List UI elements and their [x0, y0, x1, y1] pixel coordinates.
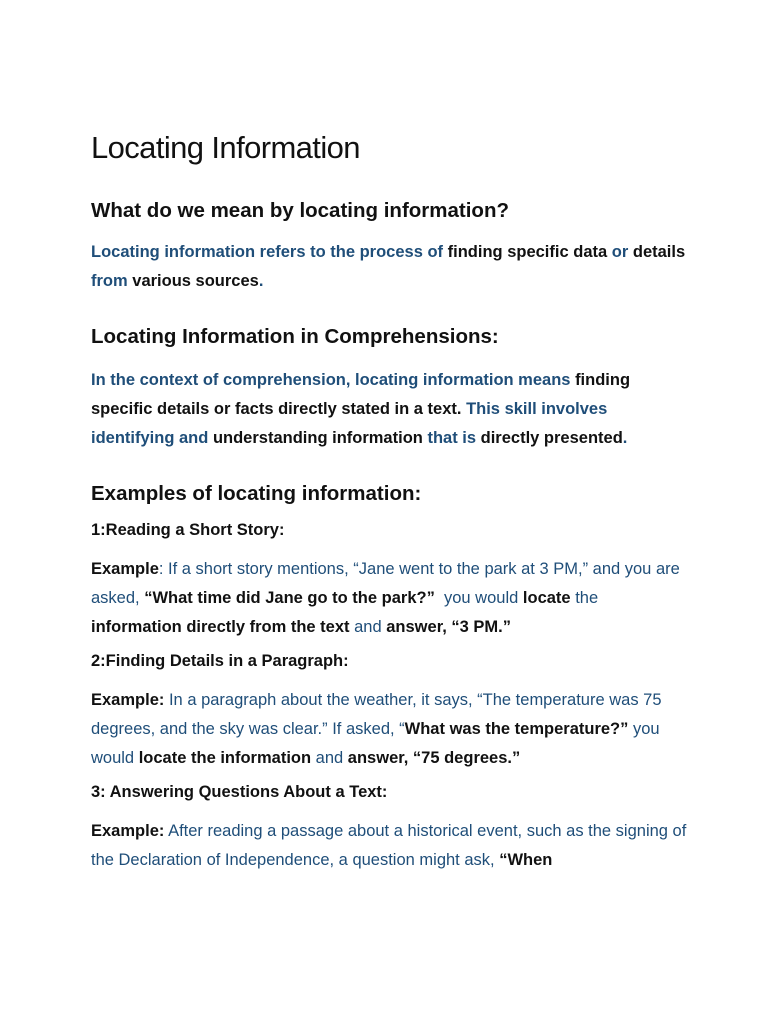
page-title: Locating Information — [91, 130, 360, 165]
definition-paragraph: Locating information refers to the process of finding specific data or details from various sources. — [91, 243, 686, 290]
section-heading-comprehensions: Locating Information in Comprehensions: — [91, 325, 499, 348]
example-2-paragraph: Example: In a paragraph about the weather, it says, “The temperature was 75 degrees, and the sky was clear.” If asked, “What was the temperature?” you would locate the information and answer, “75 degrees.” — [91, 691, 662, 767]
example-1-paragraph: Example: If a short story mentions, “Jane went to the park at 3 PM,” and you are asked, “What time did Jane go to the park?” you would locate the information directly from the text and answer, “3 PM.” — [91, 560, 680, 636]
section-heading-meaning: What do we mean by locating information? — [91, 199, 509, 222]
example-3-title: 3: Answering Questions About a Text: — [91, 783, 388, 801]
example-1-title: 1:Reading a Short Story: — [91, 521, 285, 539]
comprehension-paragraph: In the context of comprehension, locating information means finding specific details or facts directly stated in a text. This skill involves identifying and understanding information that is directly presented. — [91, 371, 631, 447]
example-3-paragraph: Example: After reading a passage about a historical event, such as the signing of the Declaration of Independence, a question might ask, “When — [91, 822, 687, 869]
example-2-title: 2:Finding Details in a Paragraph: — [91, 652, 349, 670]
section-heading-examples: Examples of locating information: — [91, 482, 422, 505]
